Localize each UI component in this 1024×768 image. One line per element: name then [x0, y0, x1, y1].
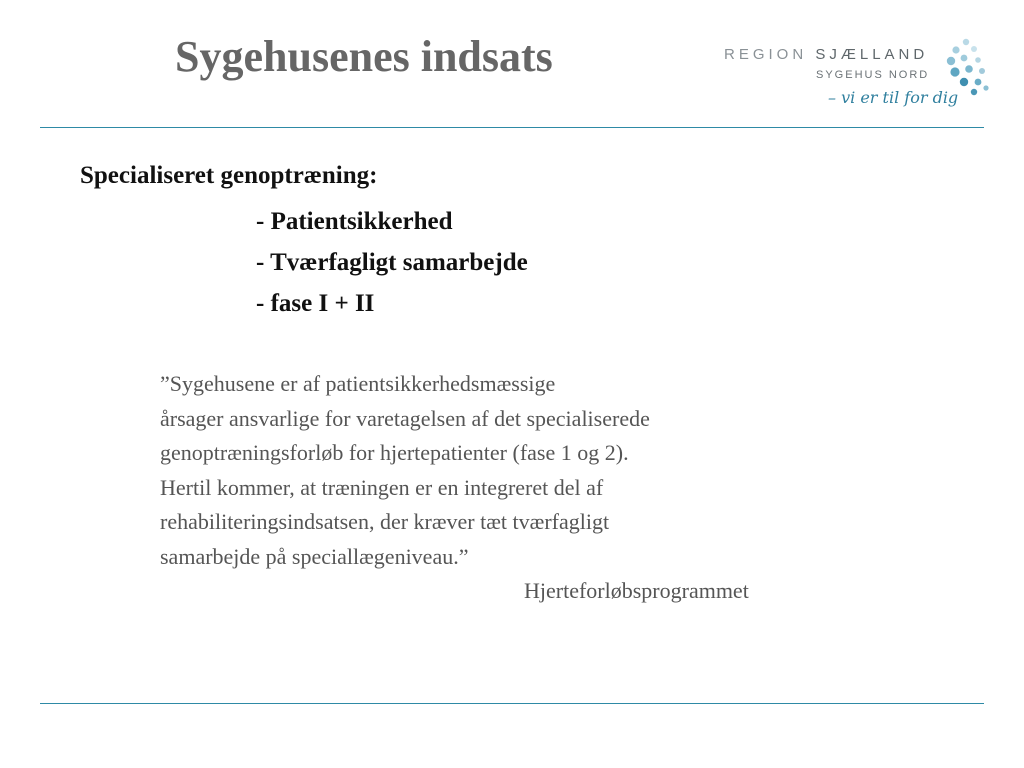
- bullet-list: [256, 201, 528, 324]
- header-divider: [40, 127, 984, 128]
- slide-title: Sygehusenes indsats: [175, 32, 553, 81]
- quote-line: ”Sygehusene er af patientsikkerhedsmæssige: [160, 371, 556, 396]
- quote-line: årsager ansvarlige for varetagelsen af det specialiserede: [160, 405, 650, 431]
- logo-hospital-name: SYGEHUS NORD: [816, 69, 930, 81]
- bullet-item: - Tværfagligt samarbejde: [256, 249, 528, 276]
- quote-line: rehabiliteringsindsatsen, der kræver tæt tværfagligt: [160, 509, 610, 534]
- quote-block: [160, 367, 840, 609]
- quote-line: Hertil kommer, at træningen er en integreret del af: [160, 474, 604, 500]
- logo-region-word: REGION: [724, 46, 808, 63]
- bullet-item: - fase I + II: [256, 290, 375, 317]
- bullet-item: - Patientsikkerhed: [256, 208, 453, 235]
- logo-sjaelland-word: SJÆLLAND: [815, 46, 929, 63]
- footer-divider: [40, 703, 984, 704]
- region-sjaelland-logo: [718, 36, 998, 126]
- logo-region-name: [724, 46, 928, 63]
- section-heading: Specialiseret genoptræning:: [80, 162, 378, 189]
- logo-dots-icon: [944, 36, 994, 96]
- quote-line: genoptræningsforløb for hjertepatienter (fase 1 og 2).: [160, 440, 629, 465]
- logo-tagline: – vi er til for dig: [828, 88, 959, 107]
- quote-source: Hjerteforløbsprogrammet: [524, 578, 749, 603]
- quote-line: samarbejde på speciallægeniveau.”: [160, 543, 469, 569]
